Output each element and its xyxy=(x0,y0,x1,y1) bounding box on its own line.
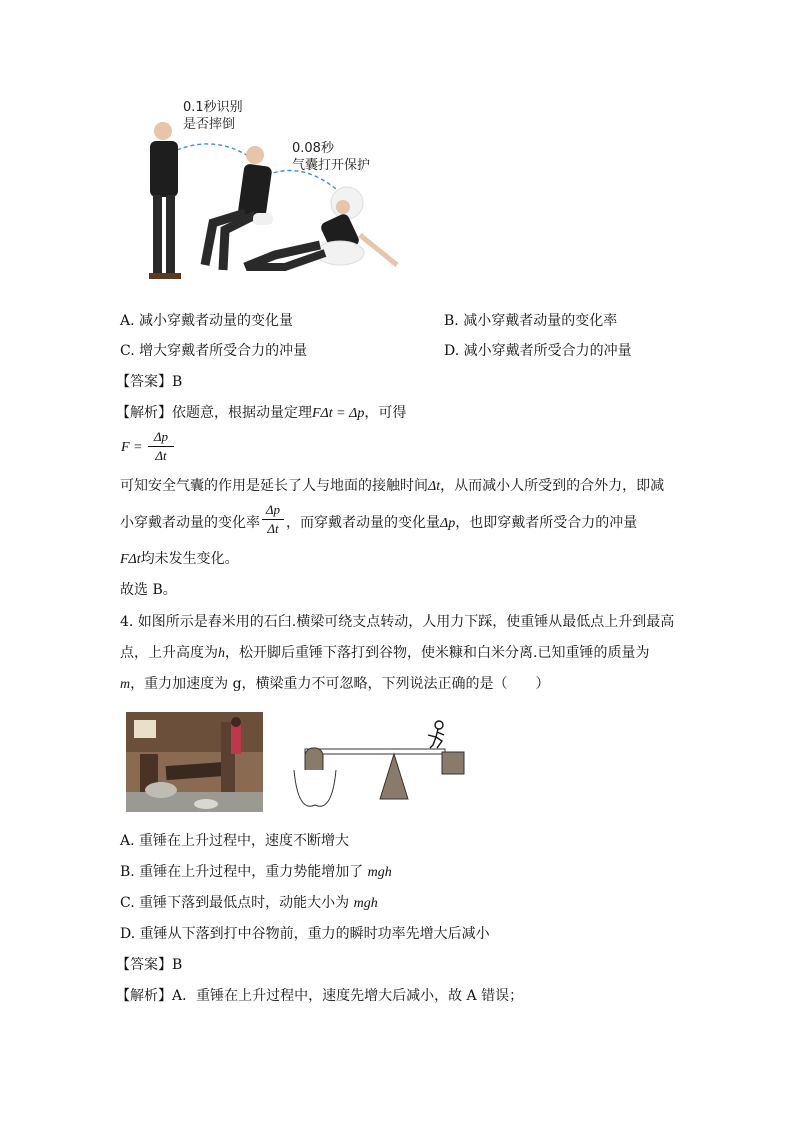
q4-stem-line1: 4. 如图所示是舂米用的石臼.横梁可绕支点转动，人用力下踩，使重锤从最低点上升到最高 xyxy=(120,614,675,630)
stone-mortar-photo xyxy=(126,712,263,812)
formula-denominator: Δt xyxy=(155,448,167,463)
q3-conclusion: 故选 B。 xyxy=(120,582,177,598)
q3-option-c: C. 增大穿戴者所受合力的冲量 xyxy=(120,343,308,359)
q4-option-a: A. 重锤在上升过程中，速度不断增大 xyxy=(120,833,350,849)
mortar-photo-image xyxy=(126,712,263,812)
figure-caption-2: 0.08秒 气囊打开保护 xyxy=(292,141,371,173)
q3-answer xyxy=(116,372,182,392)
q3-analysis-line5: FΔt均未发生变化。 xyxy=(120,551,239,567)
q3-analysis-line1: 【解析】依题意，根据动量定理FΔt = Δp，可得 xyxy=(116,405,407,421)
q3-analysis-line4-rest: ，而穿戴者动量的变化量Δp，也即穿戴者所受合力的冲量 xyxy=(286,515,638,531)
lever-diagram-svg xyxy=(290,715,470,810)
formula-fraction xyxy=(148,429,174,464)
analysis-tag: 【解析】 xyxy=(116,405,172,421)
q4-stem-line3: m，重力加速度为 g，横梁重力不可忽略，下列说法正确的是（ ） xyxy=(120,676,550,692)
q3-analysis-line4: 小穿戴者动量的变化率 xyxy=(120,515,260,531)
q3-analysis-line3: 可知安全气囊的作用是延长了人与地面的接触时间Δt，从而减小人所受到的合外力，即减 xyxy=(120,478,665,494)
q4-answer: 【答案】B xyxy=(116,957,183,973)
q4-option-c: C. 重锤下落到最低点时，动能大小为 mgh xyxy=(120,895,378,911)
formula-numerator: Δp xyxy=(153,429,169,444)
answer-value: B xyxy=(172,374,183,390)
airbag-figure xyxy=(135,95,405,295)
answer-tag: 【答案】 xyxy=(116,374,172,390)
formula-lhs: F = xyxy=(121,440,143,455)
airbag-illustration xyxy=(135,95,405,295)
q3-option-a: A. 减小穿戴者动量的变化量 xyxy=(120,313,294,329)
q3-option-b: B. 减小穿戴者动量的变化率 xyxy=(444,313,618,329)
q4-analysis-line1: 【解析】A．重锤在上升过程中，速度先增大后减小，故 A 错误； xyxy=(116,988,524,1004)
q4-stem-line2: 点，上升高度为h，松开脚后重锤下落打到谷物，使米糠和白米分离.已知重锤的质量为 xyxy=(120,645,650,661)
q3-option-d: D. 减小穿戴者所受合力的冲量 xyxy=(444,343,632,359)
lever-diagram xyxy=(290,715,470,810)
momentum-theorem-eq: FΔt = Δp xyxy=(312,406,365,421)
figure-caption-1: 0.1秒识别 是否摔倒 xyxy=(183,100,243,132)
rate-fraction: Δp Δt xyxy=(262,502,284,537)
q4-option-d: D. 重锤从下落到打中谷物前，重力的瞬时功率先增大后减小 xyxy=(120,926,490,942)
q4-option-b: B. 重锤在上升过程中，重力势能增加了 mgh xyxy=(120,864,392,880)
